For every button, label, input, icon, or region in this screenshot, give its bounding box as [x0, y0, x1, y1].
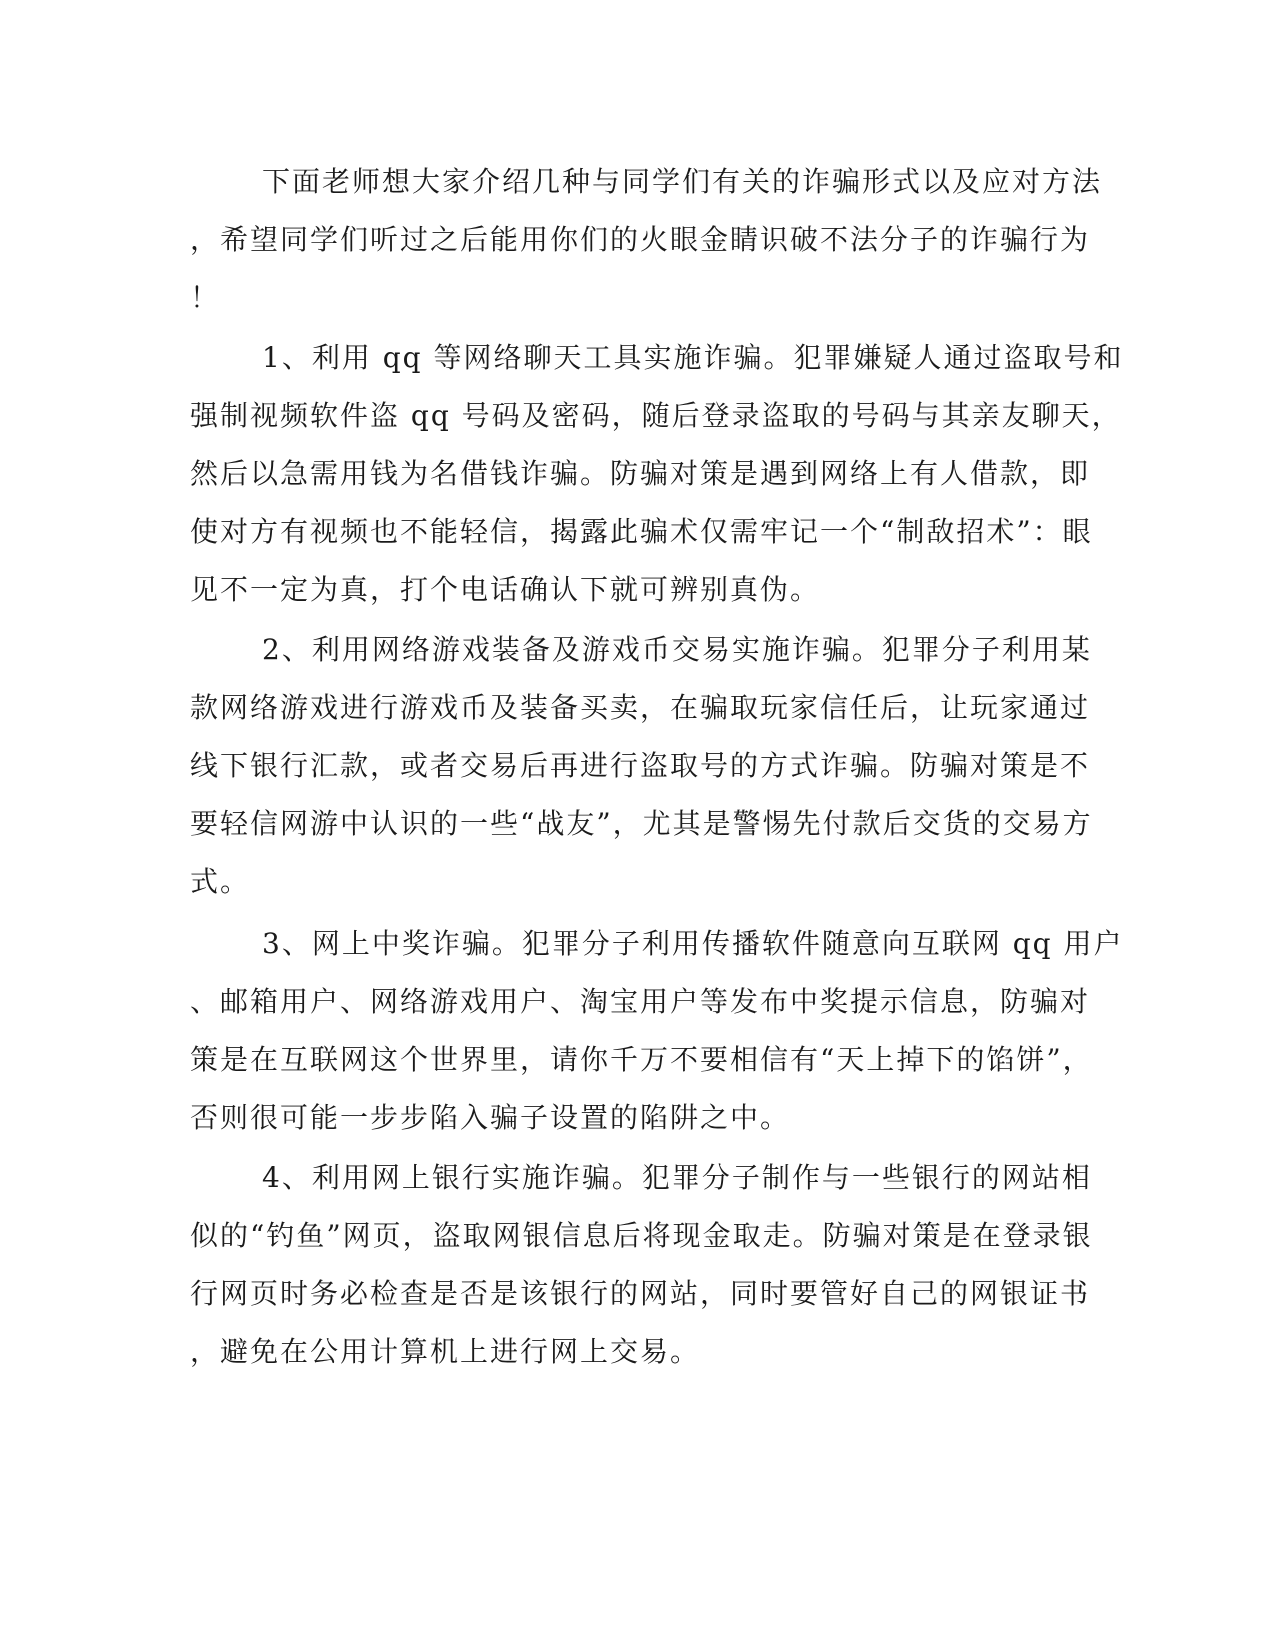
text-line: 4、利用网上银行实施诈骗。犯罪分子制作与一些银行的网站相	[262, 1161, 1092, 1194]
text-line: 2、利用网络游戏装备及游戏币交易实施诈骗。犯罪分子利用某	[262, 633, 1092, 666]
text-line: 1、利用 qq 等网络聊天工具实施诈骗。犯罪嫌疑人通过盗取号和	[262, 341, 1124, 374]
text-line: 策是在互联网这个世界里，请你千万不要相信有“天上掉下的馅饼”，	[190, 1043, 1093, 1076]
text-line: 否则很可能一步步陷入骗子设置的陷阱之中。	[190, 1101, 791, 1134]
text-line: ，避免在公用计算机上进行网上交易。	[190, 1335, 701, 1368]
text-line: 、邮箱用户、网络游戏用户、淘宝用户等发布中奖提示信息，防骗对	[190, 985, 1091, 1018]
text-line: 行网页时务必检查是否是该银行的网站，同时要管好自己的网银证书	[190, 1277, 1091, 1310]
text-line: 使对方有视频也不能轻信，揭露此骗术仅需牢记一个“制敌招术”：眼	[190, 515, 1093, 548]
text-line: 3、网上中奖诈骗。犯罪分子利用传播软件随意向互联网 qq 用户	[262, 927, 1124, 960]
text-line: 款网络游戏进行游戏币及装备买卖，在骗取玩家信任后，让玩家通过	[190, 691, 1091, 724]
text-line: 式。	[190, 865, 251, 898]
text-line: 然后以急需用钱为名借钱诈骗。防骗对策是遇到网络上有人借款，即	[190, 457, 1091, 490]
text-line: ，希望同学们听过之后能用你们的火眼金睛识破不法分子的诈骗行为	[190, 223, 1091, 256]
text-line: ！	[190, 281, 221, 314]
text-line: 要轻信网游中认识的一些“战友”，尤其是警惕先付款后交货的交易方	[190, 807, 1093, 840]
text-line: 见不一定为真，打个电话确认下就可辨别真伪。	[190, 573, 821, 606]
text-line: 似的“钓鱼”网页，盗取网银信息后将现金取走。防骗对策是在登录银	[190, 1219, 1093, 1252]
text-line: 下面老师想大家介绍几种与同学们有关的诈骗形式以及应对方法	[262, 165, 1103, 198]
text-line: 线下银行汇款，或者交易后再进行盗取号的方式诈骗。防骗对策是不	[190, 749, 1091, 782]
text-line: 强制视频软件盗 qq 号码及密码，随后登录盗取的号码与其亲友聊天，	[190, 399, 1122, 432]
